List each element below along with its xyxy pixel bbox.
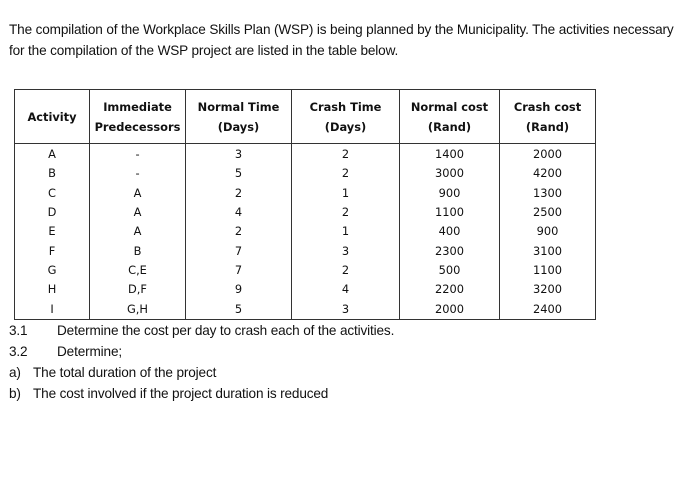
cell-predecessors: A — [90, 222, 186, 241]
table-row — [15, 299, 596, 319]
cell-activity: C — [15, 184, 90, 203]
cell-predecessors: B — [90, 241, 186, 260]
sub-question-text: The cost involved if the project duration is reduced — [33, 386, 329, 401]
cell-normal-cost: 2300 — [400, 241, 500, 260]
cell-predecessors: C,E — [90, 261, 186, 280]
header-activity: Activity — [15, 90, 90, 144]
cell-normal-time: 2 — [186, 184, 292, 203]
header-predecessors: Immediate Predecessors — [90, 90, 186, 144]
cell-normal-time: 5 — [186, 299, 292, 319]
cell-predecessors: G,H — [90, 299, 186, 319]
cell-normal-time: 7 — [186, 241, 292, 260]
cell-crash-time: 3 — [292, 299, 400, 319]
header-normal-time: Normal Time (Days) — [186, 90, 292, 144]
cell-normal-time: 4 — [186, 203, 292, 222]
cell-predecessors: A — [90, 203, 186, 222]
cell-crash-cost: 2000 — [500, 144, 596, 165]
cell-crash-cost: 900 — [500, 222, 596, 241]
cell-predecessors: - — [90, 144, 186, 165]
cell-normal-cost: 1400 — [400, 144, 500, 165]
cell-activity: G — [15, 261, 90, 280]
cell-crash-cost: 1300 — [500, 184, 596, 203]
activities-table — [14, 89, 596, 320]
table-row — [15, 241, 596, 260]
cell-normal-time: 9 — [186, 280, 292, 299]
question-text: Determine; — [57, 344, 122, 359]
question-number: 3.2 — [9, 344, 28, 359]
cell-activity: A — [15, 144, 90, 165]
cell-activity: F — [15, 241, 90, 260]
cell-normal-cost: 1100 — [400, 203, 500, 222]
cell-crash-time: 2 — [292, 164, 400, 183]
cell-predecessors: A — [90, 184, 186, 203]
cell-normal-cost: 500 — [400, 261, 500, 280]
question-number: 3.1 — [9, 323, 28, 338]
cell-crash-time: 3 — [292, 241, 400, 260]
cell-crash-time: 2 — [292, 261, 400, 280]
sub-question-b — [9, 383, 394, 404]
cell-predecessors: - — [90, 164, 186, 183]
cell-crash-time: 4 — [292, 280, 400, 299]
question-3-2 — [9, 341, 394, 362]
cell-crash-time: 2 — [292, 144, 400, 165]
table-row — [15, 184, 596, 203]
cell-normal-cost: 2000 — [400, 299, 500, 319]
sub-question-a — [9, 362, 394, 383]
cell-crash-time: 1 — [292, 184, 400, 203]
header-crash-cost: Crash cost (Rand) — [500, 90, 596, 144]
question-3-1 — [9, 320, 394, 341]
cell-crash-cost: 1100 — [500, 261, 596, 280]
cell-normal-cost: 3000 — [400, 164, 500, 183]
table-header-row — [15, 90, 596, 144]
header-crash-time: Crash Time (Days) — [292, 90, 400, 144]
cell-crash-cost: 4200 — [500, 164, 596, 183]
table-row — [15, 164, 596, 183]
cell-crash-time: 2 — [292, 203, 400, 222]
table-row — [15, 203, 596, 222]
question-text: Determine the cost per day to crash each of the activities. — [57, 323, 395, 338]
cell-activity: B — [15, 164, 90, 183]
table-row — [15, 280, 596, 299]
cell-crash-cost: 3100 — [500, 241, 596, 260]
cell-normal-time: 2 — [186, 222, 292, 241]
table-row — [15, 261, 596, 280]
cell-normal-time: 3 — [186, 144, 292, 165]
cell-normal-cost: 400 — [400, 222, 500, 241]
cell-crash-time: 1 — [292, 222, 400, 241]
cell-activity: D — [15, 203, 90, 222]
table-row — [15, 144, 596, 165]
cell-activity: E — [15, 222, 90, 241]
cell-normal-time: 7 — [186, 261, 292, 280]
questions-section — [9, 320, 394, 404]
sub-question-letter: a) — [9, 365, 21, 380]
cell-normal-cost: 900 — [400, 184, 500, 203]
table-row — [15, 222, 596, 241]
cell-normal-time: 5 — [186, 164, 292, 183]
cell-crash-cost: 3200 — [500, 280, 596, 299]
cell-activity: I — [15, 299, 90, 319]
sub-question-letter: b) — [9, 386, 21, 401]
header-normal-cost: Normal cost (Rand) — [400, 90, 500, 144]
cell-crash-cost: 2500 — [500, 203, 596, 222]
intro-paragraph: The compilation of the Workplace Skills Plan (WSP) is being planned by the Municipality. The activities necessary for the compilation of the WSP project are listed in the table below. — [9, 22, 674, 58]
cell-activity: H — [15, 280, 90, 299]
sub-question-text: The total duration of the project — [33, 365, 217, 380]
cell-predecessors: D,F — [90, 280, 186, 299]
cell-crash-cost: 2400 — [500, 299, 596, 319]
cell-normal-cost: 2200 — [400, 280, 500, 299]
